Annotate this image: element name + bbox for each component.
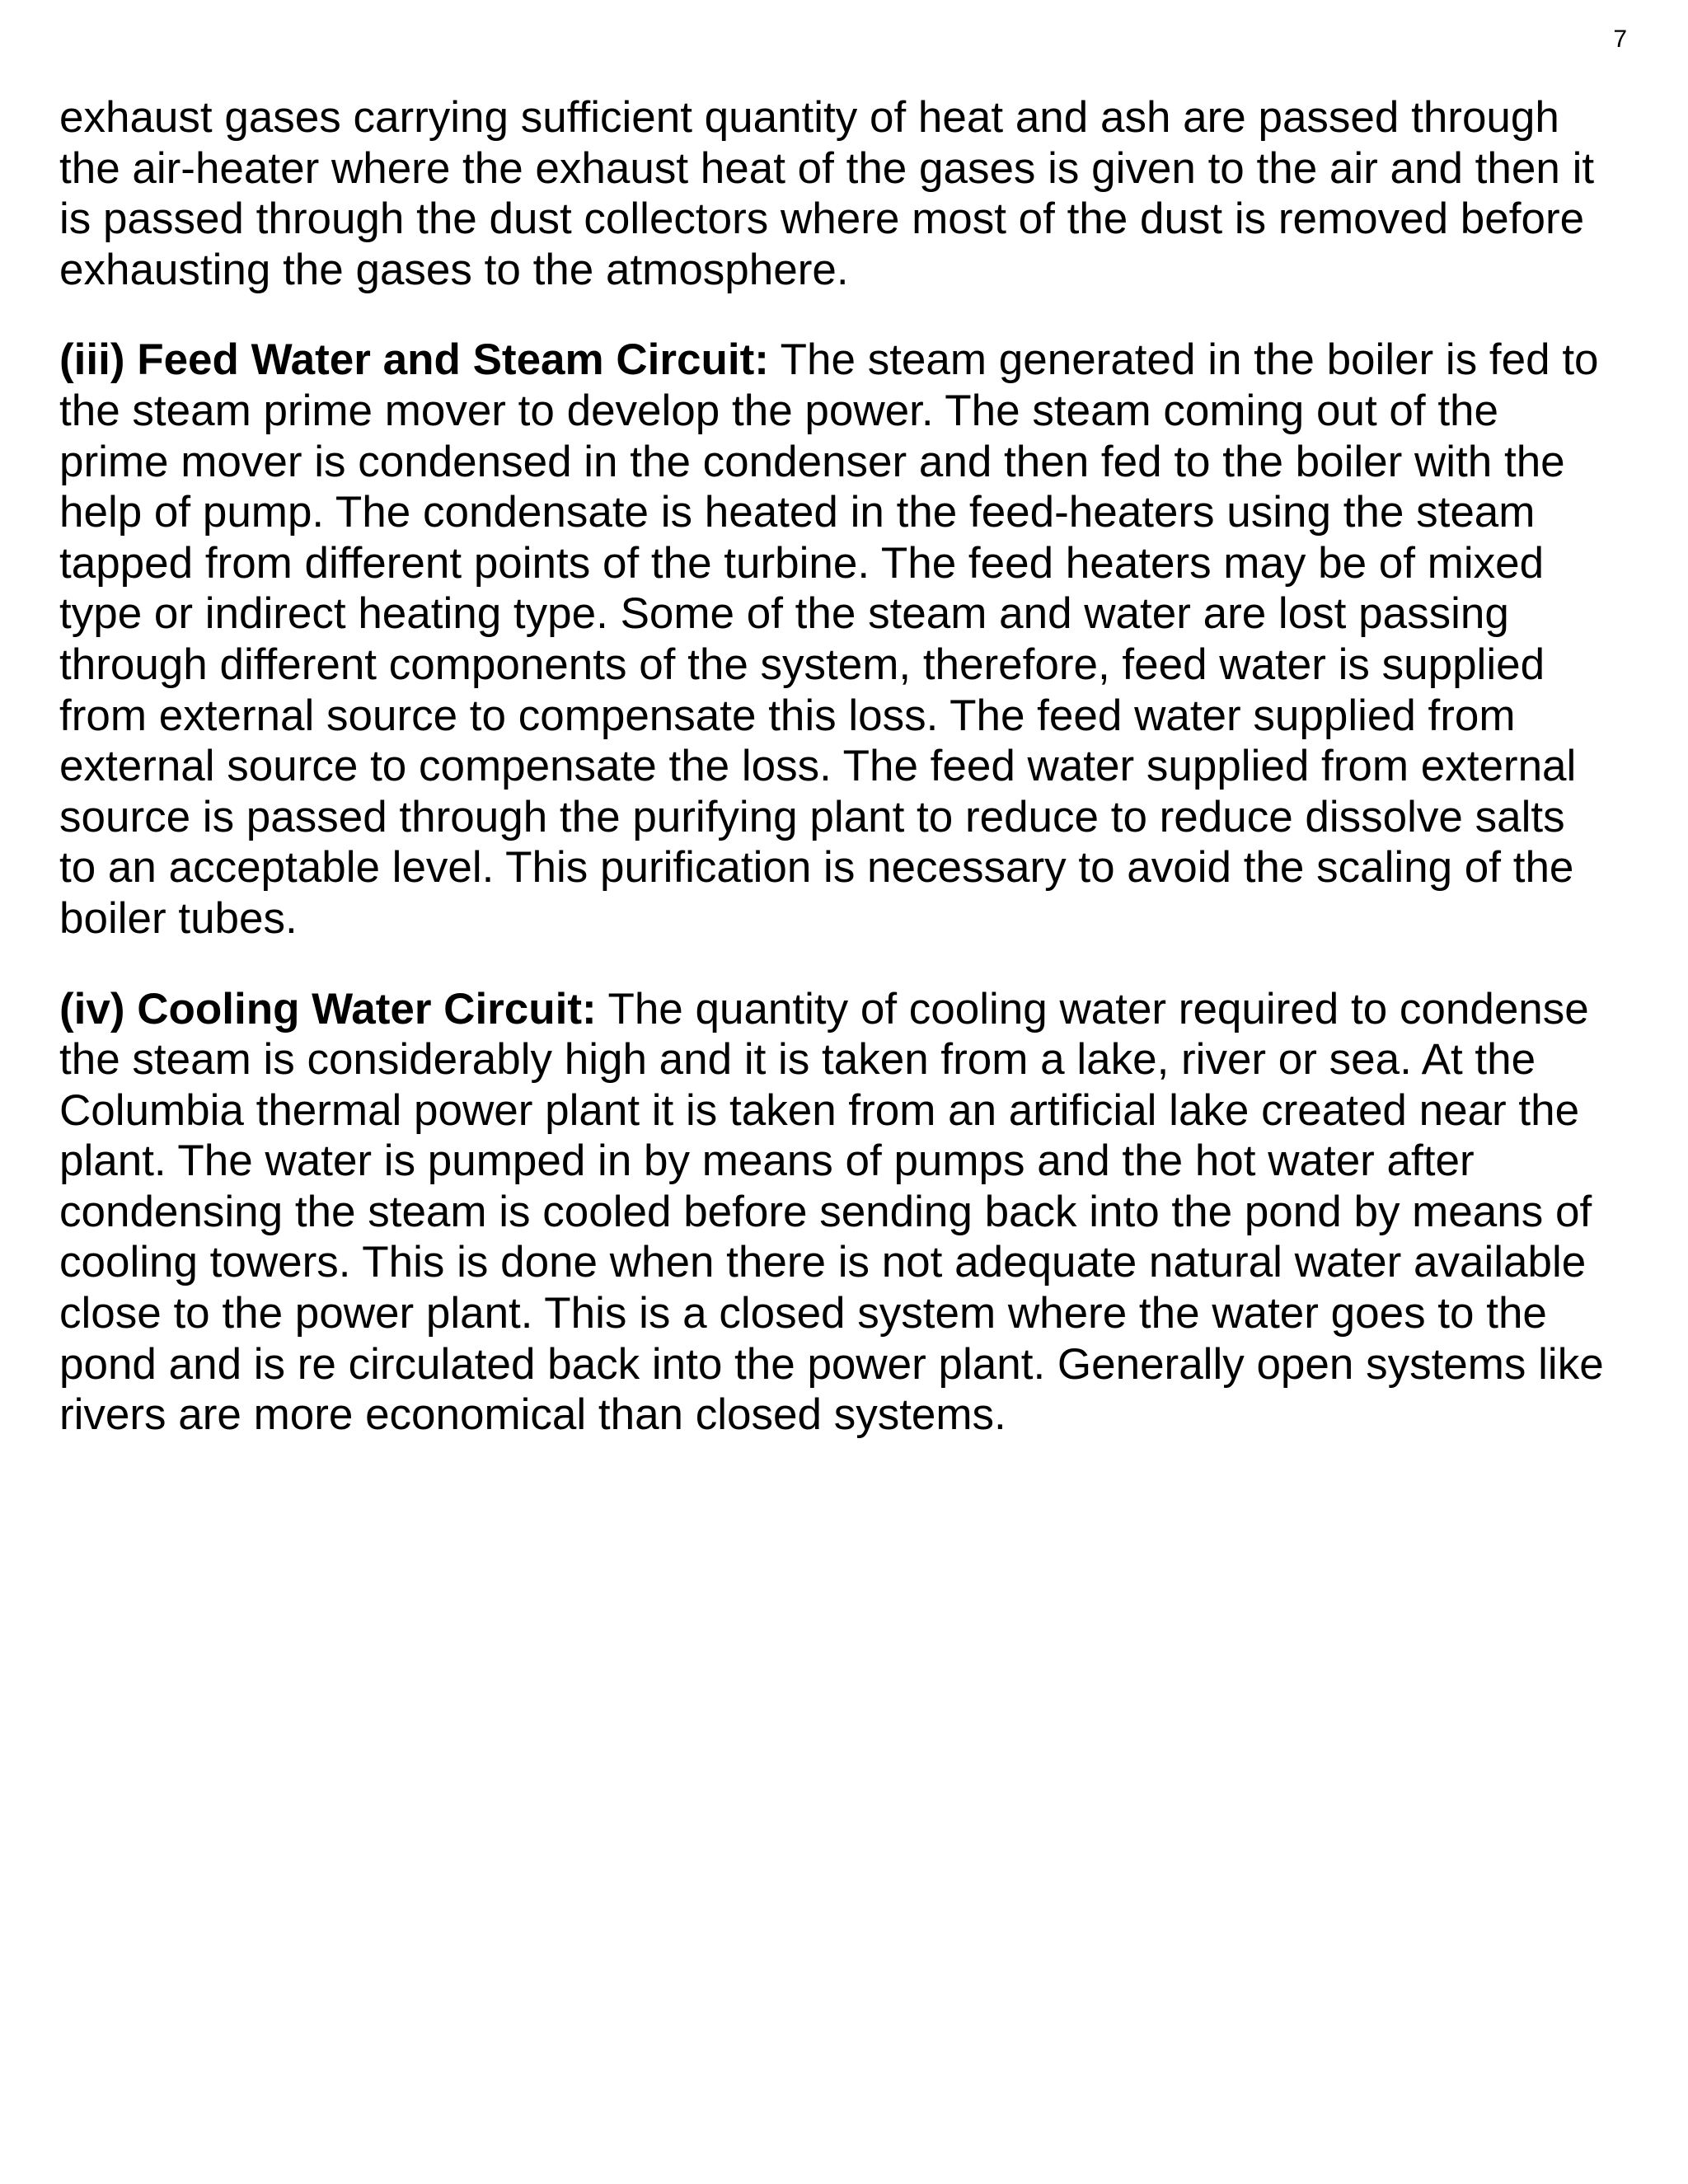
text-line: the steam prime mover to develop the power. The steam coming out of the	[59, 386, 1498, 435]
text-line: exhausting the gases to the atmosphere.	[59, 245, 849, 294]
text-line: pond and is re circulated back into the power plant. Generally open systems like	[59, 1339, 1604, 1389]
section-heading-feed-water-steam-circuit: (iii) Feed Water and Steam Circuit:	[59, 335, 769, 385]
paragraph-feed-water-steam-circuit	[59, 335, 1650, 944]
text-line: exhaust gases carrying sufficient quantity of heat and ash are passed through	[59, 93, 1559, 142]
text-line: the air-heater where the exhaust heat of the gases is given to the air and then it	[59, 143, 1595, 193]
text-line: the steam is considerably high and it is taken from a lake, river or sea. At the	[59, 1035, 1536, 1085]
text-line: help of pump. The condensate is heated in the feed-heaters using the steam	[59, 488, 1536, 537]
text-line: tapped from different points of the turbine. The feed heaters may be of mixed	[59, 538, 1545, 588]
text-line: rivers are more economical than closed systems.	[59, 1390, 1006, 1440]
text-line: prime mover is condensed in the condenser and then fed to the boiler with the	[59, 437, 1565, 486]
text-line: close to the power plant. This is a closed system where the water goes to the	[59, 1289, 1547, 1338]
text-line: cooling towers. This is done when there is not adequate natural water available	[59, 1238, 1587, 1287]
text-line: external source to compensate the loss. The feed water supplied from external	[59, 742, 1577, 791]
text-segment: The quantity of cooling water required to condense	[596, 984, 1589, 1033]
document-body	[59, 92, 1650, 1480]
text-line: boiler tubes.	[59, 893, 298, 943]
text-line: source is passed through the purifying plant to reduce to reduce dissolve salts	[59, 792, 1565, 841]
text-line: plant. The water is pumped in by means of pumps and the hot water after	[59, 1137, 1475, 1186]
text-line: condensing the steam is cooled before sending back into the pond by means of	[59, 1187, 1592, 1236]
paragraph-flue-gas-continued	[59, 92, 1650, 295]
paragraph-cooling-water-circuit	[59, 984, 1650, 1441]
text-line: is passed through the dust collectors where most of the dust is removed before	[59, 194, 1585, 244]
text-line	[59, 984, 1650, 1035]
page-number: 7	[1613, 26, 1627, 53]
text-line: Columbia thermal power plant it is taken from an artificial lake created near the	[59, 1085, 1580, 1135]
section-heading-cooling-water-circuit: (iv) Cooling Water Circuit:	[59, 984, 597, 1033]
text-line	[59, 335, 1650, 386]
text-line: type or indirect heating type. Some of the steam and water are lost passing	[59, 589, 1509, 639]
text-line: from external source to compensate this loss. The feed water supplied from	[59, 691, 1516, 740]
text-line: through different components of the system, therefore, feed water is supplied	[59, 640, 1545, 689]
text-segment: The steam generated in the boiler is fed to	[768, 335, 1599, 385]
text-line: to an acceptable level. This purification is necessary to avoid the scaling of the	[59, 843, 1574, 893]
